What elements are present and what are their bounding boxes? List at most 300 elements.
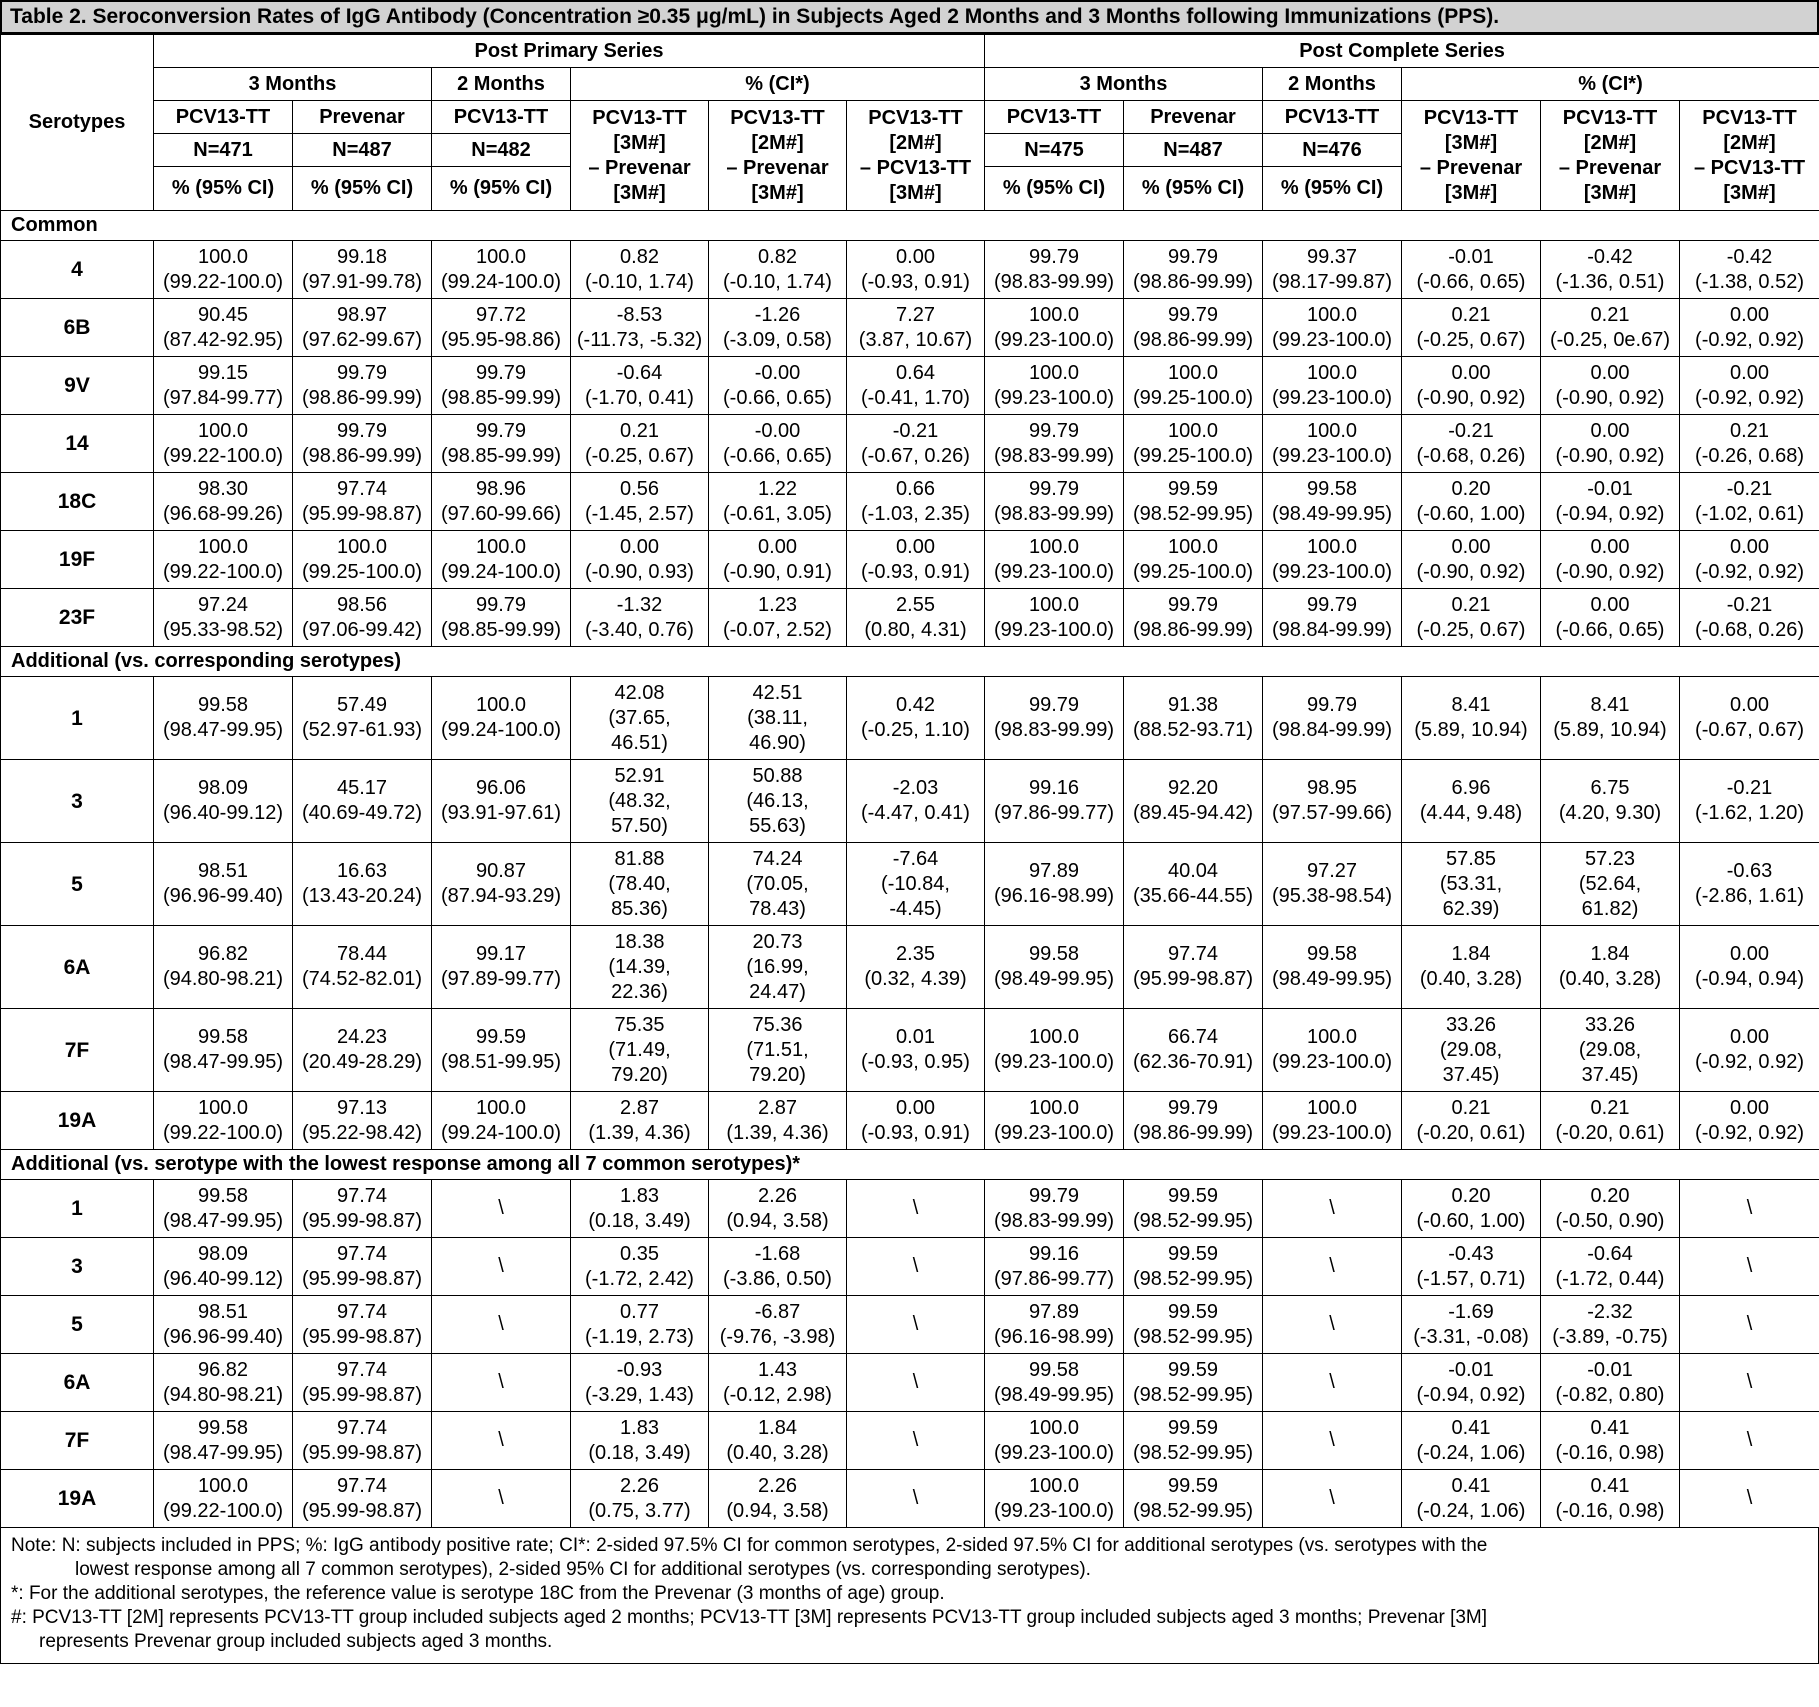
- cell-line: \: [1329, 1487, 1335, 1509]
- note-line: represents Prevenar group included subjects aged 3 months.: [39, 1631, 553, 1652]
- pc-2months-header: 2 Months: [1263, 68, 1402, 101]
- data-cell: [1263, 926, 1402, 1009]
- serotype-cell: 5: [1, 1296, 154, 1354]
- pp-3months-header: 3 Months: [154, 68, 432, 101]
- cell-line: 1.84: [1451, 943, 1491, 965]
- cell-line: -4.45): [889, 897, 942, 920]
- serotype-cell: 9V: [1, 357, 154, 415]
- cell-line: 99.79: [475, 593, 527, 616]
- cell-line: (99.24-100.0): [440, 1121, 562, 1144]
- cell-line: 99.79: [1167, 593, 1219, 616]
- cell-line: 79.20): [749, 1063, 806, 1086]
- cell-line: 100.0: [1167, 361, 1219, 384]
- cell-line: (-0.25, 0.67): [1416, 618, 1526, 641]
- cell-line: 99.37: [1306, 245, 1358, 268]
- cell-line: (98.49-99.95): [993, 968, 1115, 990]
- cell-line: (95.95-98.86): [440, 328, 562, 351]
- cell-line: (5.89, 10.94): [1553, 719, 1667, 741]
- data-cell: [1263, 473, 1402, 531]
- data-cell: [709, 677, 847, 760]
- cell-line: (38.11,: [747, 706, 808, 729]
- data-cell: [293, 1238, 432, 1296]
- data-cell: [293, 677, 432, 760]
- cell-line: (-1.02, 0.61): [1695, 502, 1804, 525]
- data-cell: [985, 843, 1124, 926]
- pp-diff1-header: PCV13-TT [3M#] – Prevenar [3M#]: [571, 101, 709, 211]
- cell-line: 99.79: [475, 361, 527, 384]
- cell-line: (94.80-98.21): [162, 968, 284, 990]
- table-row: [1, 357, 1819, 415]
- cell-line: (96.96-99.40): [162, 885, 284, 907]
- cell-line: \: [912, 1313, 919, 1335]
- cell-line: 0.00: [1590, 535, 1630, 558]
- cell-line: (-0.94, 0.92): [1555, 502, 1665, 525]
- cell-line: (-0.67, 0.67): [1695, 719, 1804, 741]
- cell-line: 97.74: [336, 1416, 388, 1439]
- data-cell: [1124, 473, 1263, 531]
- serotype-cell: 23F: [1, 589, 154, 647]
- cell-line: (16.99,: [746, 955, 809, 978]
- cell-line: 20.73: [752, 930, 803, 953]
- data-cell: [1124, 926, 1263, 1009]
- cell-line: 18.38: [614, 930, 665, 953]
- data-cell: [709, 589, 847, 647]
- data-cell: [571, 1009, 709, 1092]
- data-cell: [432, 357, 571, 415]
- cell-line: \: [1746, 1429, 1753, 1451]
- cell-line: 100.0: [1028, 535, 1080, 558]
- data-cell: [154, 531, 293, 589]
- cell-line: (-0.92, 0.92): [1695, 386, 1804, 409]
- data-cell: [1124, 415, 1263, 473]
- cell-line: 0.00: [758, 535, 797, 558]
- cell-line: (99.24-100.0): [440, 270, 562, 293]
- data-cell: [1541, 1238, 1680, 1296]
- cell-line: 0.00: [1730, 694, 1769, 716]
- data-cell: [1263, 415, 1402, 473]
- data-cell: [1263, 1354, 1402, 1412]
- cell-line: (98.47-99.95): [162, 719, 284, 741]
- data-cell: [293, 241, 432, 299]
- cell-line: 99.79: [1167, 1096, 1219, 1119]
- data-cell: [1680, 843, 1819, 926]
- cell-line: (40.69-49.72): [301, 802, 423, 824]
- data-cell: [709, 1470, 847, 1528]
- data-cell: [571, 1092, 709, 1150]
- cell-line: 0.21: [1730, 419, 1769, 442]
- data-cell: [1263, 843, 1402, 926]
- data-cell: [709, 473, 847, 531]
- cell-line: (98.51-99.95): [440, 1051, 562, 1073]
- cell-line: 0.00: [1451, 535, 1491, 558]
- cell-line: 98.09: [197, 1242, 249, 1265]
- cell-line: 97.74: [336, 1474, 388, 1497]
- data-cell: [1263, 1296, 1402, 1354]
- cell-line: 8.41: [1590, 694, 1630, 716]
- data-cell: [293, 473, 432, 531]
- cell-line: (-1.19, 2.73): [585, 1325, 694, 1348]
- cell-line: \: [1746, 1487, 1753, 1509]
- data-cell: [1124, 531, 1263, 589]
- cell-line: (4.44, 9.48): [1419, 802, 1523, 824]
- cell-line: (-0.25, 1.10): [861, 719, 970, 741]
- data-cell: [985, 926, 1124, 1009]
- cell-line: 100.0: [475, 1096, 527, 1119]
- data-cell: [571, 357, 709, 415]
- data-cell: [1541, 1412, 1680, 1470]
- data-cell: [1680, 1009, 1819, 1092]
- data-cell: [1263, 677, 1402, 760]
- cell-line: (-0.20, 0.61): [1416, 1121, 1526, 1144]
- cell-line: (-1.72, 0.44): [1555, 1267, 1665, 1290]
- cell-line: (-1.03, 2.35): [861, 502, 970, 525]
- cell-line: -7.64: [892, 847, 939, 870]
- data-cell: [432, 1470, 571, 1528]
- data-cell: [1541, 589, 1680, 647]
- cell-line: 99.58: [1306, 477, 1358, 500]
- cell-line: 100.0: [1028, 1474, 1080, 1497]
- section-label: Additional (vs. corresponding serotypes): [1, 647, 1819, 677]
- cell-line: 96.82: [197, 1358, 249, 1381]
- data-cell: [847, 473, 985, 531]
- cell-line: (35.66-44.55): [1132, 885, 1254, 907]
- cell-line: 100.0: [475, 694, 527, 716]
- cell-line: (-0.93, 0.91): [861, 270, 970, 293]
- cell-line: (71.49,: [608, 1038, 671, 1061]
- data-cell: [1402, 1238, 1541, 1296]
- data-cell: [1680, 589, 1819, 647]
- data-cell: [1680, 1412, 1819, 1470]
- table-row: [1, 241, 1819, 299]
- data-cell: [154, 1180, 293, 1238]
- cell-line: 0.21: [620, 419, 659, 442]
- cell-line: 100.0: [197, 1096, 249, 1119]
- cell-line: (98.47-99.95): [162, 1209, 284, 1232]
- data-cell: [709, 1180, 847, 1238]
- cell-line: (95.99-98.87): [301, 1499, 423, 1522]
- cell-line: 0.66: [896, 477, 935, 500]
- cell-line: (-0.94, 0.94): [1695, 968, 1804, 990]
- cell-line: 99.59: [1167, 1416, 1219, 1439]
- cell-line: 99.15: [197, 361, 249, 384]
- cell-line: 100.0: [1028, 303, 1080, 326]
- cell-line: (-0.66, 0.65): [1416, 270, 1526, 293]
- ci95-header: % (95% CI): [985, 167, 1124, 211]
- cell-line: (99.22-100.0): [162, 560, 284, 583]
- data-cell: [432, 1296, 571, 1354]
- cell-line: 50.88: [752, 764, 803, 787]
- cell-line: (-0.92, 0.92): [1695, 328, 1804, 351]
- serotype-cell: 1: [1, 677, 154, 760]
- cell-line: \: [1746, 1313, 1753, 1335]
- data-cell: [571, 241, 709, 299]
- pp-diff2-header: PCV13-TT [2M#] – Prevenar [3M#]: [709, 101, 847, 211]
- cell-line: 22.36): [611, 980, 668, 1003]
- cell-line: (99.22-100.0): [162, 270, 284, 293]
- cell-line: 99.59: [1167, 1184, 1219, 1207]
- data-cell: [293, 531, 432, 589]
- data-cell: [154, 357, 293, 415]
- cell-line: (99.23-100.0): [1271, 560, 1393, 583]
- cell-line: 100.0: [1306, 361, 1358, 384]
- data-cell: [1402, 926, 1541, 1009]
- data-cell: [985, 299, 1124, 357]
- note-line: #: PCV13-TT [2M] represents PCV13-TT group included subjects aged 2 months; PCV13-TT [3M] represents PCV13-TT group included subjects aged 3 months; Prevenar [3M]: [11, 1607, 1488, 1628]
- cell-line: \: [1746, 1371, 1753, 1393]
- serotype-cell: 6A: [1, 1354, 154, 1412]
- data-cell: [1680, 1092, 1819, 1150]
- data-cell: [1124, 589, 1263, 647]
- cell-line: 0.00: [1730, 361, 1769, 384]
- cell-line: (-0.10, 1.74): [723, 270, 832, 293]
- cell-line: 61.82): [1581, 897, 1639, 920]
- data-cell: [571, 926, 709, 1009]
- cell-line: (99.25-100.0): [1132, 560, 1254, 583]
- cell-line: 2.35: [896, 943, 935, 965]
- serotype-cell: 7F: [1, 1412, 154, 1470]
- cell-line: (-11.73, -5.32): [576, 328, 703, 351]
- data-cell: [154, 1354, 293, 1412]
- data-cell: [571, 589, 709, 647]
- data-cell: [1124, 1412, 1263, 1470]
- table-row: [1, 589, 1819, 647]
- cell-line: (99.23-100.0): [1271, 1051, 1393, 1073]
- cell-line: \: [498, 1197, 504, 1219]
- cell-line: \: [912, 1429, 919, 1451]
- data-cell: [847, 1296, 985, 1354]
- pp-2months-header: 2 Months: [432, 68, 571, 101]
- cell-line: (98.52-99.95): [1132, 1267, 1254, 1290]
- data-cell: [847, 1238, 985, 1296]
- cell-line: (99.23-100.0): [993, 386, 1115, 409]
- cell-line: (-0.20, 0.61): [1555, 1121, 1665, 1144]
- cell-line: 99.58: [1028, 1358, 1080, 1381]
- cell-line: 96.82: [197, 943, 249, 965]
- data-cell: [432, 1009, 571, 1092]
- cell-line: (-0.90, 0.93): [585, 560, 694, 583]
- cell-line: 0.00: [1730, 1026, 1769, 1048]
- data-cell: [1124, 1009, 1263, 1092]
- data-cell: [709, 241, 847, 299]
- data-cell: [1402, 1092, 1541, 1150]
- cell-line: 99.79: [475, 419, 527, 442]
- cell-line: 2.26: [620, 1474, 659, 1497]
- data-cell: [1263, 589, 1402, 647]
- cell-line: \: [1329, 1197, 1335, 1219]
- cell-line: (-1.62, 1.20): [1695, 802, 1804, 824]
- cell-line: (-0.41, 1.70): [861, 386, 970, 409]
- cell-line: (99.23-100.0): [993, 1441, 1115, 1464]
- data-cell: [432, 926, 571, 1009]
- cell-line: -0.64: [1587, 1242, 1633, 1265]
- data-cell: [1541, 1180, 1680, 1238]
- cell-line: (97.91-99.78): [301, 270, 423, 293]
- table-row: [1, 299, 1819, 357]
- cell-line: (29.08,: [1578, 1038, 1642, 1061]
- cell-line: 0.42: [896, 694, 935, 716]
- data-cell: [847, 677, 985, 760]
- data-cell: [1541, 1296, 1680, 1354]
- cell-line: 0.21: [1590, 1096, 1630, 1119]
- data-cell: [1680, 1470, 1819, 1528]
- cell-line: 97.74: [1167, 943, 1219, 965]
- cell-line: 75.35: [614, 1013, 665, 1036]
- data-cell: [1263, 1470, 1402, 1528]
- data-cell: [709, 299, 847, 357]
- ci95-header: % (95% CI): [154, 167, 293, 211]
- cell-line: (-0.90, 0.91): [723, 560, 832, 583]
- cell-line: 52.91: [614, 764, 665, 787]
- data-cell: [154, 1092, 293, 1150]
- cell-line: 99.58: [197, 1184, 249, 1207]
- cell-line: 97.72: [475, 303, 527, 326]
- data-cell: [985, 415, 1124, 473]
- cell-line: 0.00: [1451, 361, 1491, 384]
- cell-line: -0.21: [1726, 777, 1773, 799]
- cell-line: (97.86-99.77): [993, 802, 1115, 824]
- cell-line: 100.0: [1306, 1026, 1358, 1048]
- cell-line: (98.49-99.95): [1271, 968, 1393, 990]
- data-cell: [1541, 473, 1680, 531]
- cell-line: (98.83-99.99): [993, 1209, 1115, 1232]
- data-cell: [847, 531, 985, 589]
- data-cell: [432, 677, 571, 760]
- n-header: N=476: [1263, 134, 1402, 167]
- cell-line: (95.99-98.87): [301, 1441, 423, 1464]
- data-cell: [571, 1180, 709, 1238]
- data-cell: [709, 1238, 847, 1296]
- cell-line: 37.45): [1581, 1063, 1639, 1086]
- data-cell: [1402, 473, 1541, 531]
- data-cell: [1541, 1092, 1680, 1150]
- cell-line: 90.87: [475, 860, 527, 882]
- cell-line: 99.79: [1028, 1184, 1080, 1207]
- cell-line: (-0.60, 1.00): [1416, 502, 1526, 525]
- data-cell: [1124, 760, 1263, 843]
- cell-line: (74.52-82.01): [301, 968, 423, 990]
- cell-line: \: [1746, 1255, 1753, 1277]
- pc-pcv-3m-header: PCV13-TT: [985, 101, 1124, 134]
- data-cell: [154, 1009, 293, 1092]
- cell-line: 98.97: [336, 303, 388, 326]
- n-header: N=487: [293, 134, 432, 167]
- cell-line: 100.0: [197, 1474, 249, 1497]
- cell-line: 97.74: [336, 1184, 388, 1207]
- cell-line: (89.45-94.42): [1132, 802, 1254, 824]
- cell-line: (-0.26, 0.68): [1695, 444, 1804, 467]
- cell-line: \: [1329, 1255, 1335, 1277]
- cell-line: (-0.67, 0.26): [861, 444, 970, 467]
- data-cell: [1263, 1009, 1402, 1092]
- cell-line: (-0.90, 0.92): [1555, 444, 1665, 467]
- cell-line: (-9.76, -3.98): [719, 1325, 836, 1348]
- data-cell: [1263, 760, 1402, 843]
- cell-line: (-4.47, 0.41): [861, 802, 970, 824]
- cell-line: (52.97-61.93): [301, 719, 423, 741]
- table-row: [1, 843, 1819, 926]
- cell-line: \: [912, 1255, 919, 1277]
- data-cell: [571, 1238, 709, 1296]
- serotype-cell: 7F: [1, 1009, 154, 1092]
- data-cell: [709, 415, 847, 473]
- cell-line: (98.49-99.95): [1271, 502, 1393, 525]
- cell-line: (94.80-98.21): [162, 1383, 284, 1406]
- table-row: [1, 531, 1819, 589]
- cell-line: (-0.10, 1.74): [585, 270, 694, 293]
- cell-line: 66.74: [1167, 1026, 1219, 1048]
- cell-line: -0.00: [754, 361, 801, 384]
- section-label: Common: [1, 211, 1819, 241]
- cell-line: -0.64: [616, 361, 663, 384]
- cell-line: 0.82: [758, 245, 797, 268]
- cell-line: 0.41: [1451, 1474, 1491, 1497]
- cell-line: -0.01: [1587, 1358, 1633, 1381]
- cell-line: 75.36: [752, 1013, 803, 1036]
- cell-line: 0.00: [896, 535, 935, 558]
- pp-pcv-3m-header: PCV13-TT: [154, 101, 293, 134]
- cell-line: 99.58: [197, 694, 249, 716]
- cell-line: (99.23-100.0): [993, 1051, 1115, 1073]
- cell-line: \: [1746, 1197, 1753, 1219]
- data-cell: [1680, 926, 1819, 1009]
- data-cell: [1124, 299, 1263, 357]
- data-cell: [709, 760, 847, 843]
- data-cell: [293, 1009, 432, 1092]
- cell-line: (-3.09, 0.58): [723, 328, 832, 351]
- post-complete-header: Post Complete Series: [985, 35, 1819, 68]
- data-cell: [154, 1238, 293, 1296]
- cell-line: (-3.31, -0.08): [1413, 1325, 1529, 1348]
- cell-line: 1.84: [1590, 943, 1630, 965]
- data-cell: [432, 415, 571, 473]
- cell-line: 98.95: [1306, 777, 1358, 799]
- data-cell: [154, 926, 293, 1009]
- cell-line: (99.23-100.0): [993, 328, 1115, 351]
- cell-line: -0.21: [1448, 419, 1494, 442]
- cell-line: (0.94, 3.58): [726, 1499, 829, 1522]
- cell-line: (-0.66, 0.65): [723, 444, 832, 467]
- data-cell: [1124, 843, 1263, 926]
- data-cell: [571, 473, 709, 531]
- cell-line: -0.93: [616, 1358, 663, 1381]
- data-cell: [1541, 926, 1680, 1009]
- cell-line: (95.99-98.87): [301, 1267, 423, 1290]
- data-cell: [709, 926, 847, 1009]
- cell-line: (48.32,: [608, 789, 671, 812]
- data-cell: [1541, 415, 1680, 473]
- cell-line: 97.74: [336, 1358, 388, 1381]
- cell-line: (13.43-20.24): [301, 885, 423, 907]
- cell-line: (98.52-99.95): [1132, 1441, 1254, 1464]
- data-cell: [1402, 1470, 1541, 1528]
- cell-line: (99.24-100.0): [440, 719, 562, 741]
- cell-line: 46.51): [611, 731, 668, 754]
- cell-line: (99.25-100.0): [301, 560, 423, 583]
- cell-line: 99.59: [1167, 1300, 1219, 1323]
- cell-line: -8.53: [616, 303, 663, 326]
- cell-line: 1.84: [758, 1416, 797, 1439]
- cell-line: (95.38-98.54): [1271, 885, 1393, 907]
- n-header: N=487: [1124, 134, 1263, 167]
- data-cell: [571, 677, 709, 760]
- cell-line: (98.83-99.99): [993, 444, 1115, 467]
- cell-line: -2.03: [892, 777, 939, 799]
- cell-line: 0.00: [1730, 1096, 1769, 1119]
- data-cell: [293, 357, 432, 415]
- cell-line: -6.87: [754, 1300, 801, 1323]
- cell-line: (98.85-99.99): [440, 444, 562, 467]
- cell-line: 0.41: [1590, 1416, 1630, 1439]
